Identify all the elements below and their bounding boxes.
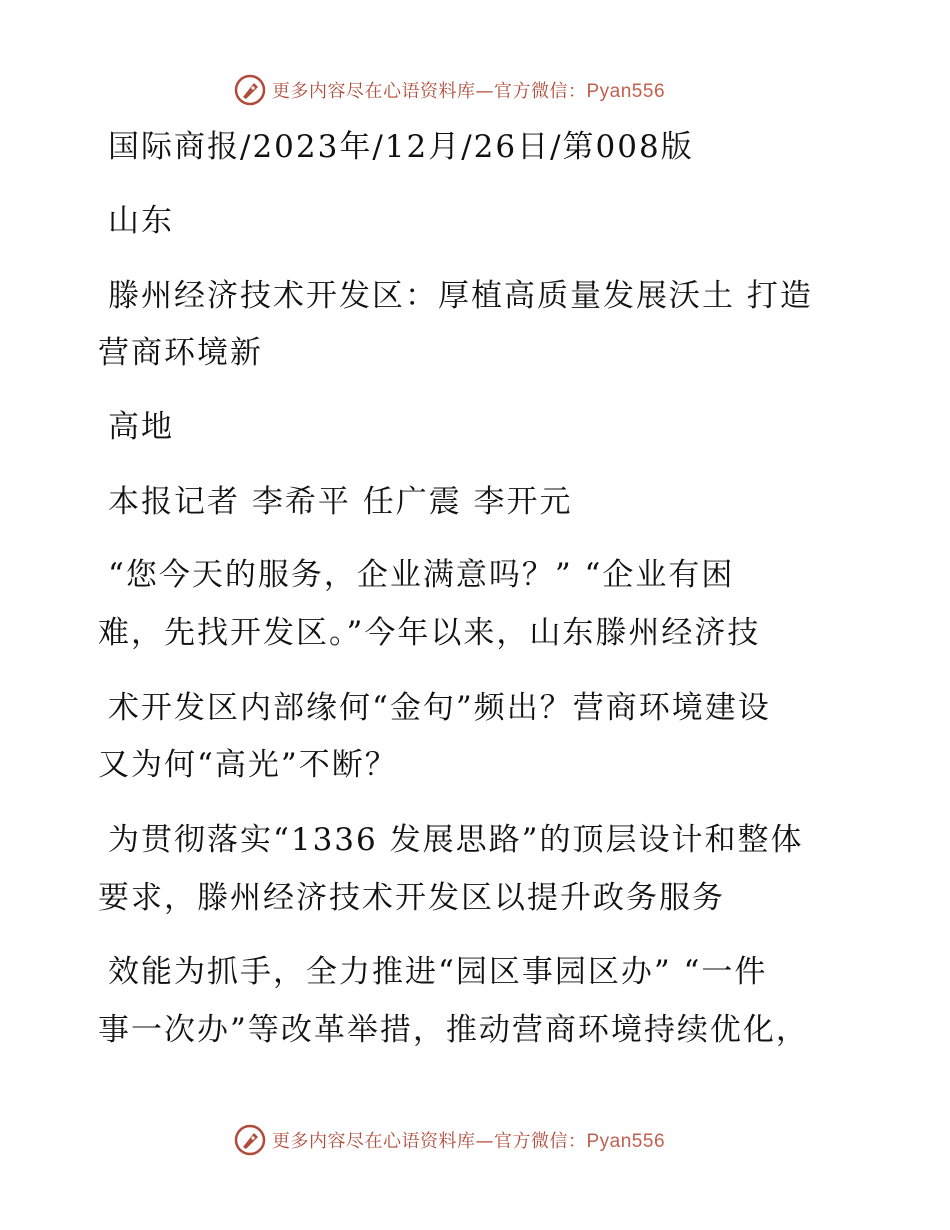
body-line: 事一次办”等改革举措，推动营商环境持续优化，: [98, 1012, 809, 1048]
pen-nib-logo-icon: [234, 1124, 266, 1156]
headline-line-2: 营商环境新: [98, 335, 263, 371]
body-line: 术开发区内部缘何“金句”频出？营商环境建设: [108, 690, 771, 726]
body-line: 难，先找开发区。”今年以来，山东滕州经济技: [98, 615, 761, 651]
watermark-wechat-id: Pyan556: [586, 81, 666, 102]
source-line: 国际商报/2023年/12月/26日/第008版: [108, 129, 694, 165]
footer-watermark: [234, 1122, 665, 1158]
body-line: 要求，滕州经济技术开发区以提升政务服务: [98, 880, 725, 916]
pen-nib-logo-icon: [234, 74, 266, 106]
body-line: 效能为抓手，全力推进“园区事园区办” “一件: [108, 954, 768, 990]
region-label: 山东: [108, 203, 174, 239]
body-line: 又为何“高光”不断？: [98, 747, 398, 783]
body-line: “您今天的服务，企业满意吗？” “企业有困: [108, 557, 735, 593]
byline: 本报记者 李希平 任广震 李开元: [108, 484, 573, 520]
headline-line-1: 滕州经济技术开发区：厚植高质量发展沃土 打造: [108, 278, 813, 314]
watermark-wechat-id: Pyan556: [586, 1131, 666, 1152]
header-watermark: [234, 72, 665, 108]
body-line: 为贯彻落实“1336 发展思路”的顶层设计和整体: [108, 822, 804, 858]
headline-line-3: 高地: [108, 409, 174, 445]
watermark-text: 更多内容尽在心语资料库—官方微信：Pyan556: [272, 1131, 666, 1152]
watermark-text: 更多内容尽在心语资料库—官方微信：Pyan556: [272, 81, 666, 102]
